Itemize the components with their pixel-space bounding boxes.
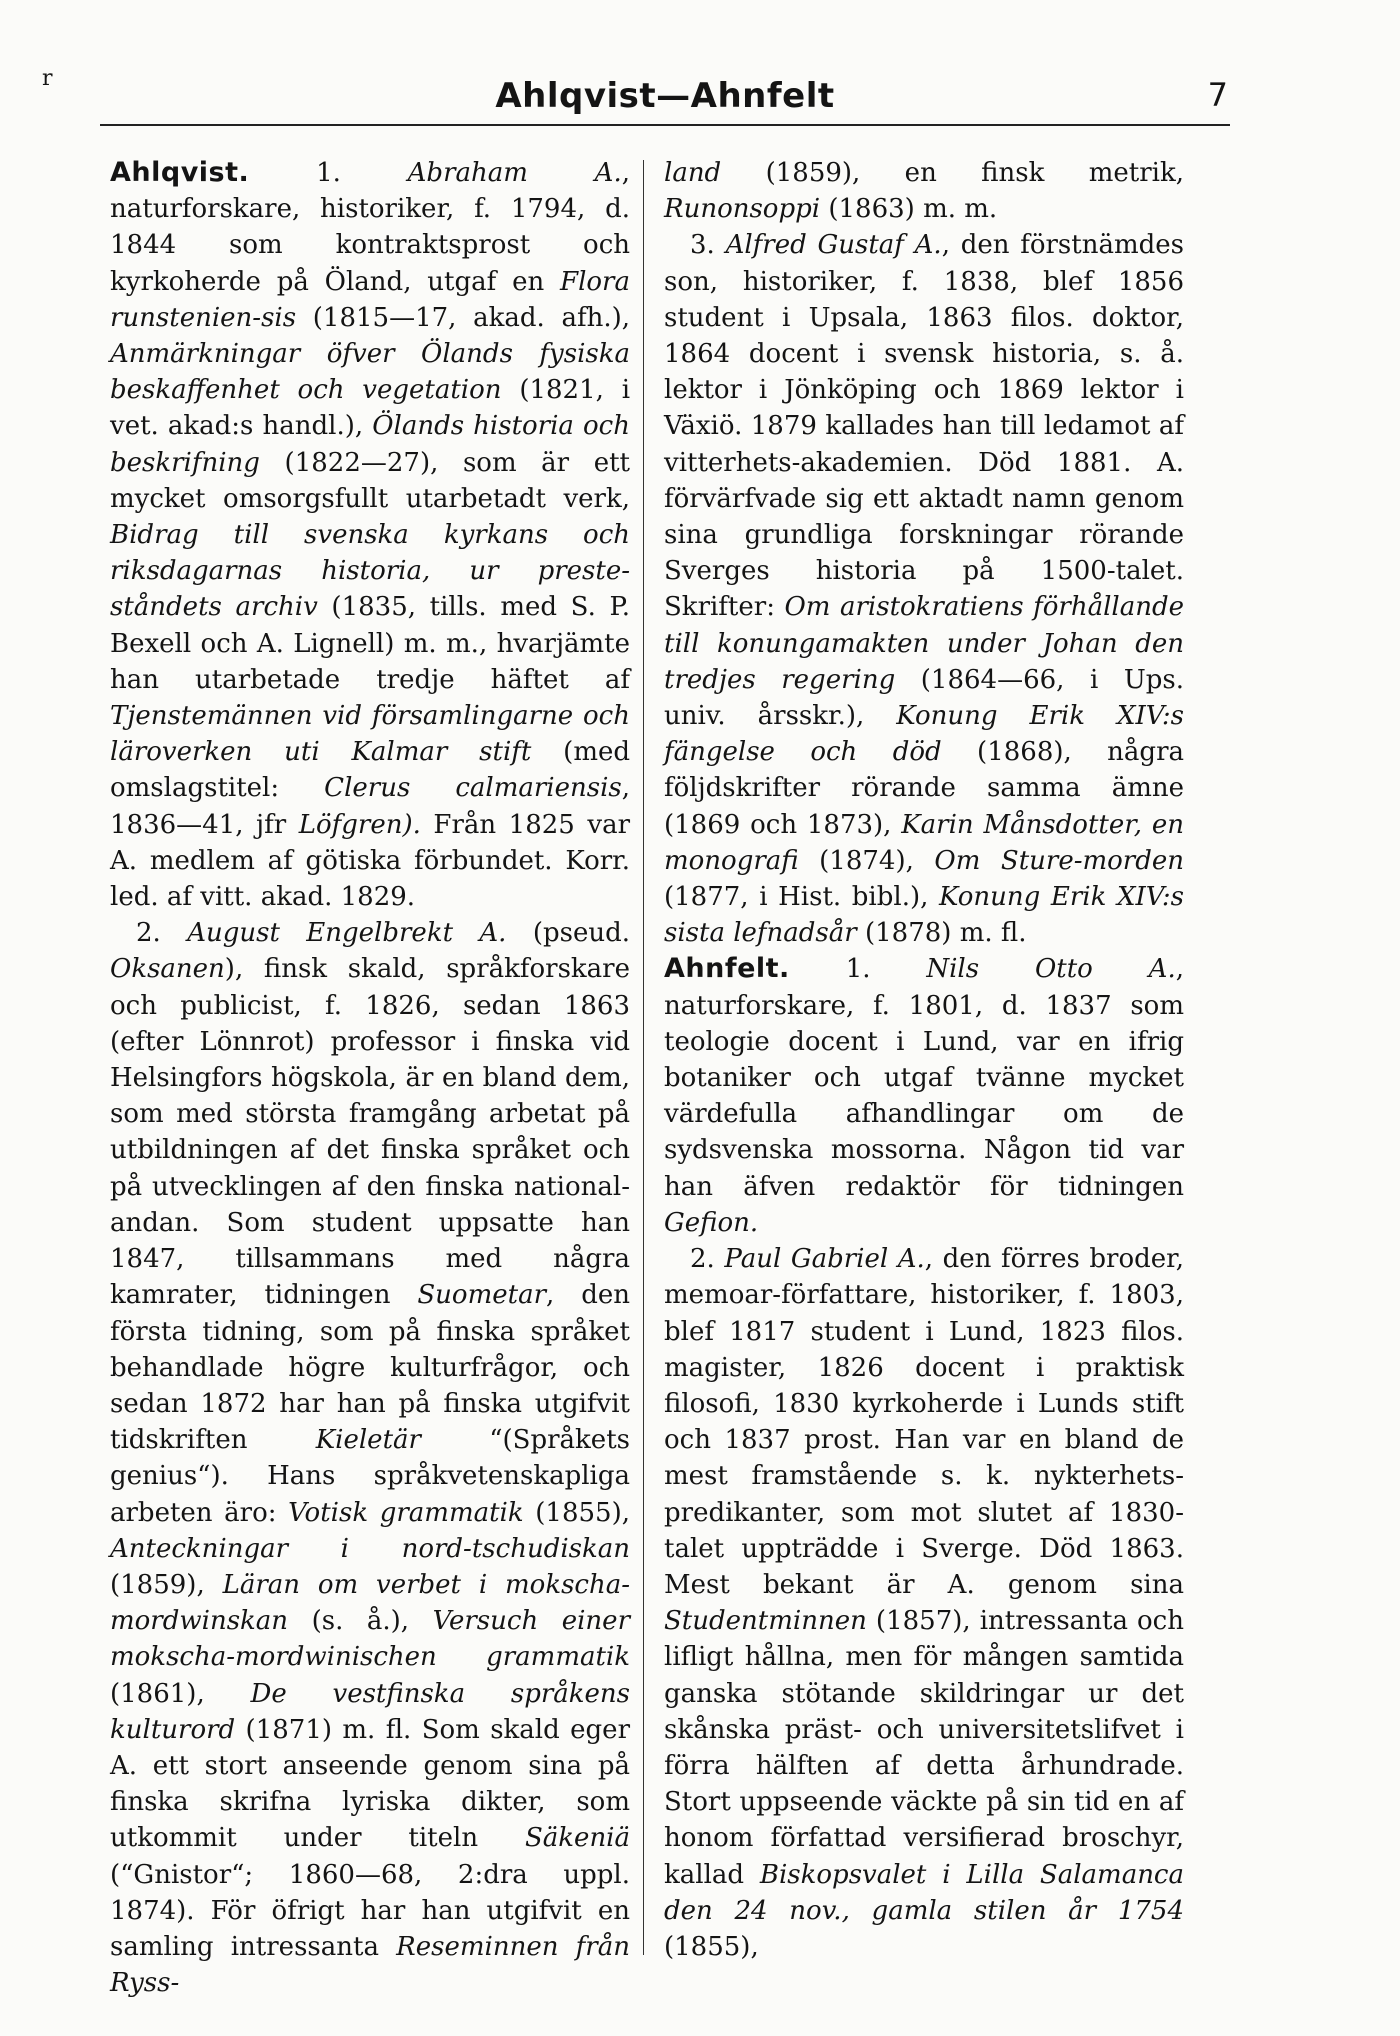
page-number: 7 (1207, 76, 1228, 114)
entry-text: (1822—27), som är ett mycket omsorgsfullt utarbetadt verk, (110, 447, 630, 514)
work-title: Säkeniä (524, 1823, 630, 1854)
entry-text: (1874), (798, 845, 935, 876)
entry-name: Abraham A. (407, 158, 622, 188)
entry-text: 2. (690, 1244, 725, 1275)
entry-text: (med omslagstitel: (110, 737, 630, 804)
work-title: Suometar (417, 1280, 547, 1311)
right-column (664, 155, 1184, 1965)
work-title: Flora runstenien-sis (110, 266, 630, 333)
entry-text: (1877, i Hist. bibl.), (664, 882, 939, 913)
page-corner-mark: r (42, 66, 53, 91)
reference: Löfgren). (298, 809, 421, 840)
work-title: Anmärkningar öfver Ölands fysiska beskaffenhet och vegetation (110, 339, 630, 406)
entry-text: , den förstnämdes son, historiker, f. 1838, blef 1856 student i Upsala, 1863 filos. doktor, 1864 docent i svensk historia, s. å. lektor i Jönköping och 1869 lektor i Växiö. 1879 kallades han till ledamot af vitterhets-akademien. Död 1881. A. förvärfvade sig ett aktadt namn genom sina grundliga forskningar rörande Sverges historia på 1500-talet. Skrifter: (664, 230, 1184, 623)
work-title: Anteckningar i nord-tschudiskan (110, 1533, 630, 1564)
entry-text: , naturforskare, f. 1801, d. 1837 som teologie docent i Lund, var en ifrig botaniker och utgaf tvänne mycket värdefulla afhandlingar om de sydsvenska mossorna. Någon tid var han äfven redaktör för tidningen (664, 954, 1184, 1202)
page-title: Ahlqvist—Ahnfelt (495, 76, 835, 116)
work-title: Karin Månsdotter, en monografi (664, 809, 1184, 876)
work-title: De vestfinska språkens kulturord (110, 1678, 630, 1745)
entry-text: , den första tidning, som på finska språket behandlade högre kulturfrågor, och sedan 1872 har han på finska utgifvit tidskriften (110, 1280, 630, 1456)
entry-name: Nils Otto A. (926, 954, 1176, 985)
entry-text: (1815—17, akad. afh.), (296, 302, 630, 333)
entry-text: “(Språkets genius“). Hans språkvetenskapliga arbeten äro: (110, 1425, 630, 1528)
entry-text: Från 1825 var A. medlem af götiska förbundet. Korr. led. af vitt. akad. 1829. (110, 809, 630, 913)
entry-text: 3. (690, 230, 726, 261)
entry-text: (1871) m. fl. Som skald eger A. ett stort anseende genom sina på finska skrifna lyriska dikter, som utkommit under titeln (110, 1714, 630, 1854)
entry-text: (1864—66, i Ups. univ. årsskr.), (664, 664, 1184, 732)
entry-text: (1878) m. fl. (856, 918, 1027, 949)
entry-headword: Ahlqvist. (110, 157, 250, 188)
work-title: Om aristokratiens förhållande till konungamakten under Johan den tredjes regering (664, 592, 1184, 695)
work-title: Bidrag till svenska kyrkans och riksdagarnas historia, ur preste-ståndets archiv (110, 520, 630, 623)
work-title: land (664, 158, 722, 188)
column-divider (643, 160, 644, 1955)
entry-text: (1857), intressanta och lifligt hållna, men för mången samtida ganska stötande skildringar ur det skånska präst- och universitetslifvet i förra hälften af detta århundrade. Stort uppseende väckte på sin tid en af honom författad versifierad broschyr, kallad (664, 1606, 1184, 1890)
page-header (100, 74, 1230, 126)
entry-text: (1859), (110, 1569, 223, 1600)
work-title: Kieletär (315, 1425, 421, 1456)
work-title: Om Sture-morden (934, 845, 1184, 876)
entry-text: (1835, tills. med S. P. Bexell och A. Lignell) m. m., hvarjämte han utarbetade tredje häftet af (110, 592, 630, 695)
work-title: Votisk grammatik (288, 1497, 524, 1528)
entry-name: Alfred Gustaf A. (725, 230, 942, 261)
entry-text: (“Gnistor“; 1860—68, 2:dra uppl. 1874). För öfrigt har han utgifvit en samling intressanta (110, 1859, 630, 1962)
entry-ahlqvist-august (110, 915, 630, 2001)
entry-text: (pseud. (506, 918, 631, 949)
entry-name: August Engelbrekt A. (187, 918, 507, 949)
work-title: Runonsoppi (664, 194, 821, 225)
work-title: Clerus calmariensis (324, 773, 622, 804)
entry-ahlqvist-abraham (110, 155, 630, 915)
work-title: Läran om verbet i mokscha-mordwinskan (110, 1569, 631, 1637)
entry-text: 1. (249, 158, 408, 188)
entry-text: (1868), några följdskrifter rörande samma ämne (1869 och 1873), (664, 737, 1184, 840)
entry-text: , naturforskare, historiker, f. 1794, d. 1844 som kontraktsprost och kyrkoherde på Öland, utgaf en (110, 158, 630, 297)
entry-text: ), finsk skald, språkforskare och publicist, f. 1826, sedan 1863 (efter Lönnrot) professor i finska vid Helsingfors högskola, är en bland dem, som med största framgång arbetat på utbildningen af det finska språket och på utvecklingen af den finska national-andan. Som student uppsatte han 1847, tillsammans med några kamrater, tidningen (110, 954, 630, 1311)
entry-text: (1855), (664, 1931, 759, 1962)
left-column (110, 155, 630, 2001)
entry-name: Paul Gabriel A. (724, 1244, 925, 1275)
entry-text: , 1836—41, jfr (110, 773, 630, 840)
work-title: Biskopsvalet i Lilla Salamanca den 24 nov., gamla stilen år 1754 (664, 1859, 1184, 1926)
entry-text: (1855), (523, 1497, 630, 1528)
work-title: Studentminnen (664, 1606, 867, 1637)
entry-continuation (664, 155, 1184, 227)
work-title: Konung Erik XIV:s fängelse och död (664, 701, 1184, 768)
entry-ahlqvist-alfred (664, 227, 1184, 951)
work-title: Reseminnen från Ryss- (110, 1931, 630, 1999)
work-title: Konung Erik XIV:s sista lefnadsår (664, 882, 1184, 949)
pseudonym: Oksanen (110, 954, 225, 985)
work-title: Versuch einer mokscha-mordwinischen grammatik (110, 1606, 630, 1673)
entry-text: (1861), (110, 1678, 251, 1709)
entry-text: (1863) m. m. (820, 194, 998, 225)
entry-ahnfelt-paul (664, 1241, 1184, 1965)
entry-text: (1859), en finsk metrik, (721, 158, 1184, 188)
entry-text: 1. (789, 954, 927, 985)
work-title: Ölands historia och beskrifning (110, 411, 630, 478)
entry-text: 2. (136, 918, 188, 949)
entry-text: (s. å.), (288, 1606, 433, 1637)
entry-headword: Ahnfelt. (664, 953, 790, 985)
entry-ahnfelt-nils (664, 951, 1184, 1241)
work-title: Gefion. (664, 1207, 759, 1238)
entry-text: , den förres broder, memoar-författare, historiker, f. 1803, blef 1817 student i Lund, 1823 filos. magister, 1826 docent i praktisk filosofi, 1830 kyrkoherde i Lunds stift och 1837 prost. Han var en bland de mest framstående s. k. nykterhets-predikanter, som mot slutet af 1830-talet uppträdde i Sverge. Död 1863. Mest bekant är A. genom sina (664, 1244, 1184, 1600)
work-title: Tjenstemännen vid församlingarne och läroverken uti Kalmar stift (110, 701, 630, 768)
entry-text: (1821, i vet. akad:s handl.), (110, 375, 631, 442)
